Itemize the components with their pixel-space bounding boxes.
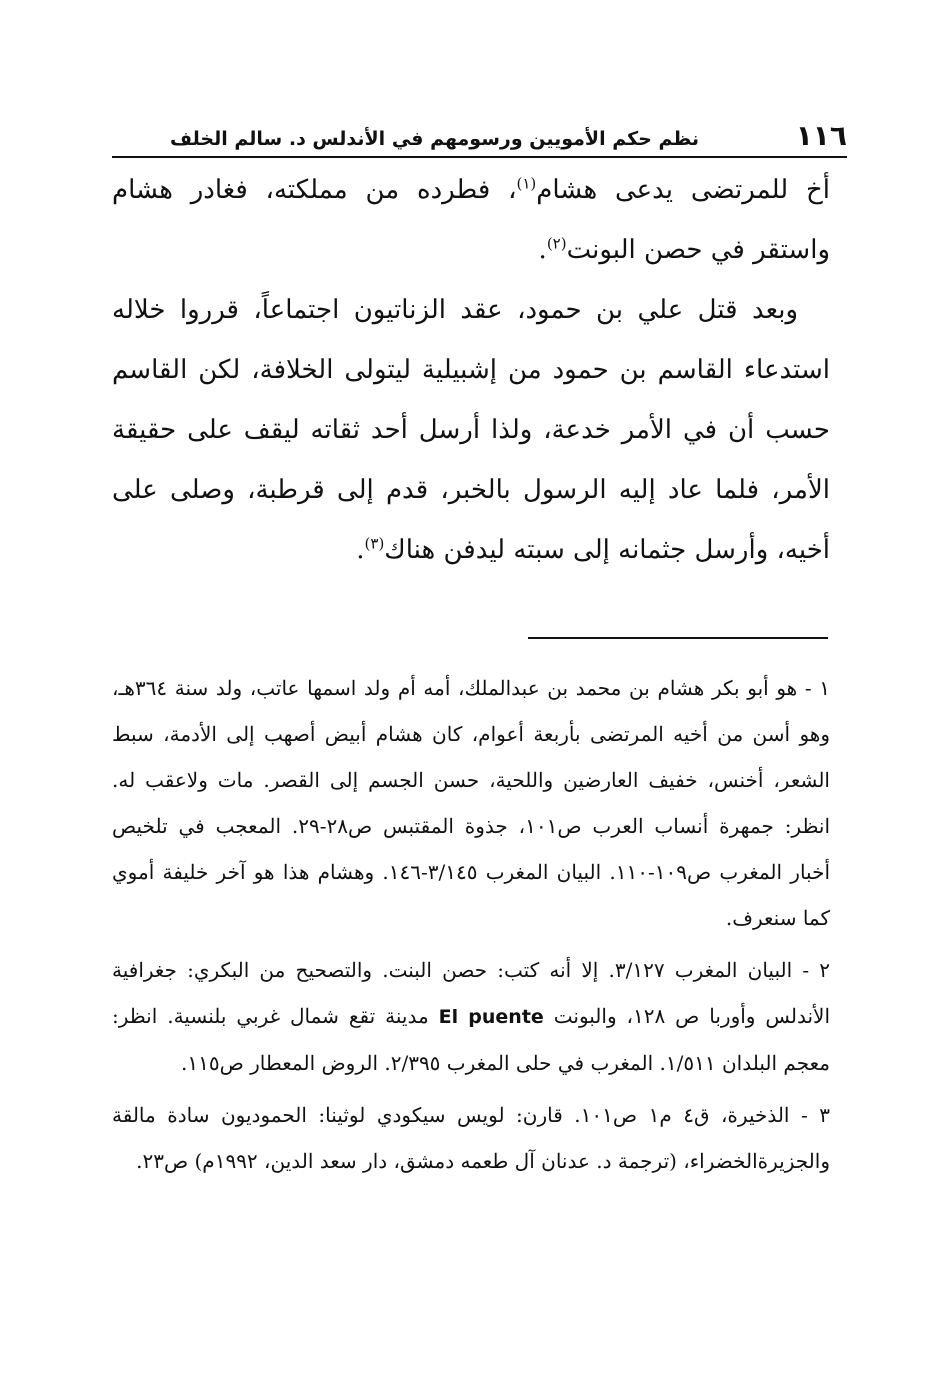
page-header — [112, 118, 847, 158]
footnote-ref-2: (٢) — [546, 234, 567, 253]
footnote-3: ٣ - الذخيرة، ق٤ م١ ص١٠١. قارن: لويس سيكودي لوثينا: الحموديون سادة مالقة والجزيرةالخضراء، (ترجمة د. عدنان آل طعمه دمشق، دار سعد الدين، ١٩٩٢م) ص٢٣. — [112, 1103, 830, 1173]
paragraph-1-part-c: . — [538, 235, 547, 265]
footnote-2-part-a: ٢ - البيان المغرب ٣/١٢٧. إلا أنه كتب: حصن البنت. والتصحيح من البكري: جغرافية الأندلس وأوربا ص ١٢٨، والبونت — [112, 958, 831, 1028]
footnotes — [112, 665, 830, 1190]
paragraph-2 — [112, 280, 830, 580]
paragraph-1-part-b: ، فطرده من مملكته، فغادر هشام واستقر في حصن البونت — [112, 175, 830, 265]
footnote-separator — [528, 637, 828, 639]
footnote-2-latin-term: El puente — [438, 1006, 544, 1028]
footnote-ref-3: (٣) — [364, 534, 385, 553]
footnote-2-part-b: مدينة تقع شمال غربي بلنسية. انظر: معجم البلدان ١/٥١١. المغرب في حلى المغرب ٢/٣٩٥. الروض المعطار ص١١٥. — [112, 1004, 830, 1075]
paragraph-1 — [112, 160, 830, 280]
footnote-ref-1: (١) — [516, 174, 537, 193]
running-title: نظم حكم الأمويين ورسومهم في الأندلس د. سالم الخلف — [170, 128, 699, 150]
main-text — [112, 160, 830, 580]
footnote-2 — [112, 947, 830, 1086]
page-number: ١١٦ — [795, 119, 847, 152]
footnote-1: ١ - هو أبو بكر هشام بن محمد بن عبدالملك، أمه أم ولد اسمها عاتب، ولد سنة ٣٦٤هـ، وهو أسن من أخيه المرتضى بأربعة أعوام، كان هشام أبيض أصهب إلى الأدمة، سبط الشعر، أخنس، خفيف العارضين واللحية، حسن الجسم إلى القصر. مات ولاعقب له. انظر: جمهرة أنساب العرب ص١٠١، جذوة المقتبس ص٢٨-٢٩. المعجب في تلخيص أخبار المغرب ص١٠٩-١١٠. البيان المغرب ٣/١٤٥-١٤٦. وهشام هذا هو آخر خليفة أموي كما سنعرف. — [112, 676, 831, 930]
paragraph-2-part-b: . — [356, 535, 365, 565]
paragraph-1-part-a: أخ للمرتضى يدعى هشام — [536, 175, 831, 205]
paragraph-2-part-a: وبعد قتل علي بن حمود، عقد الزناتيون اجتماعاً، قرروا خلاله استدعاء القاسم بن حمود من إشبيلية ليتولى الخلافة، لكن القاسم حسب أن في الأمر خدعة، ولذا أرسل أحد ثقاته ليقف على حقيقة الأمر، فلما عاد إليه الرسول بالخبر، قدم إلى قرطبة، وصلى على أخيه، وأرسل جثمانه إلى سبته ليدفن هناك — [112, 295, 830, 565]
